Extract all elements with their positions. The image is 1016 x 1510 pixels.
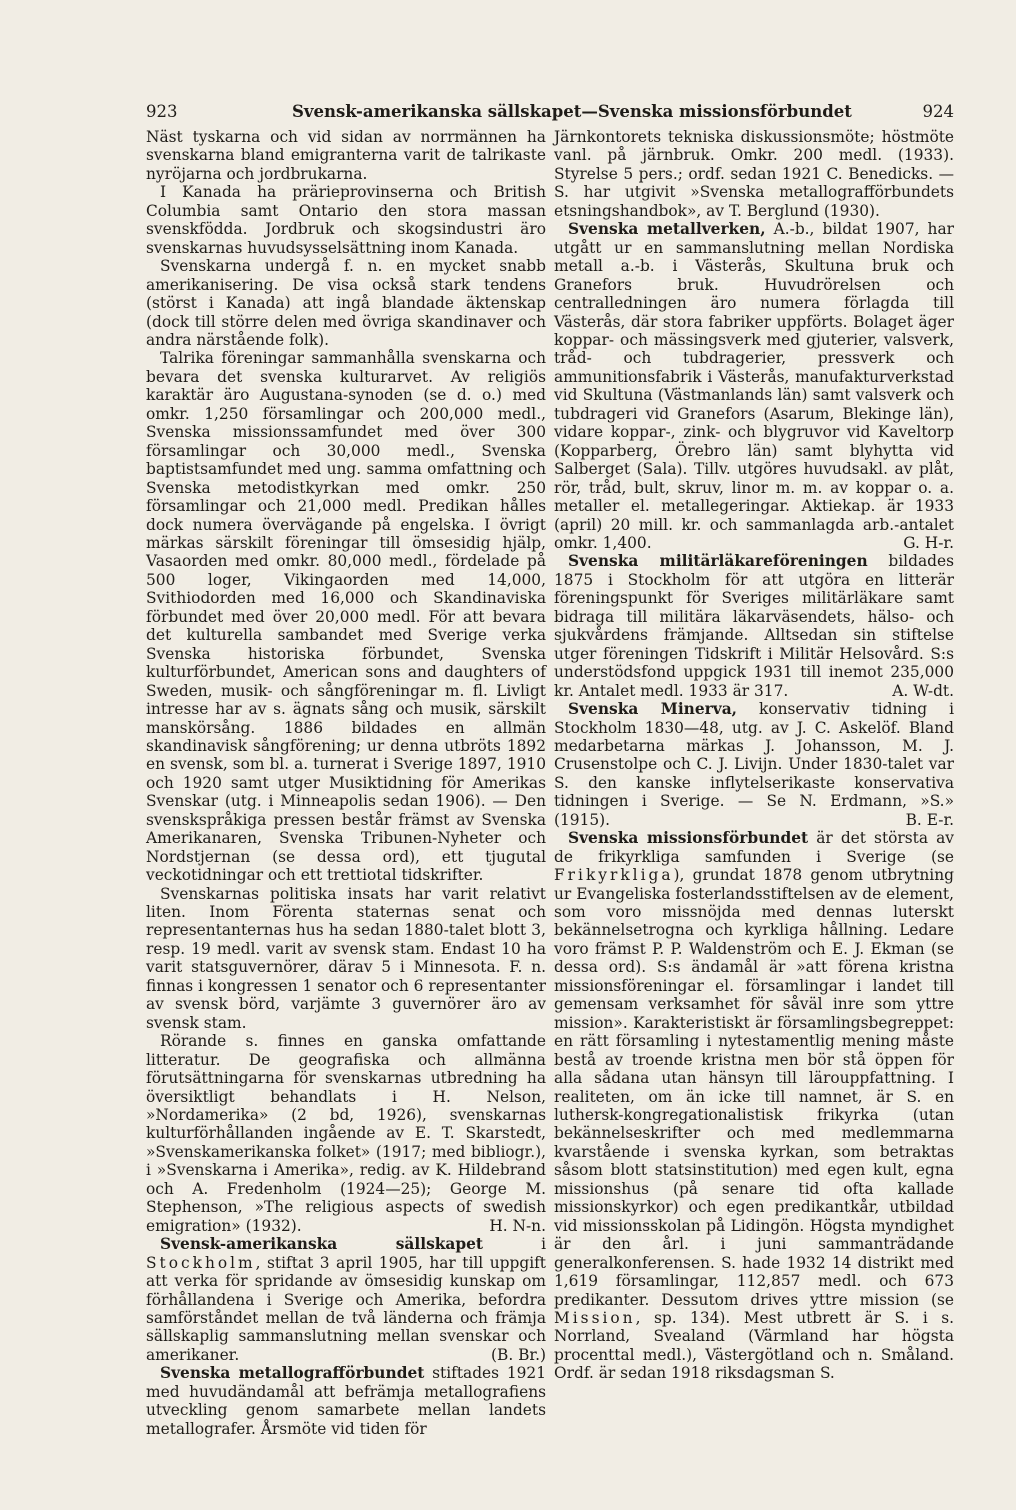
signature: B. E-r. bbox=[905, 810, 954, 829]
litteratur-text: Rörande s. finnes en ganska omfattande litteratur. De geografiska och allmänna förutsättningarna för svenskarnas utbredning ha översiktligt behandlats i H. Nelson, »Nordamerika» (2 bd, 1926), svenskarnas kulturförhållanden ingående av E. T. Skarstedt, »Svenskamerikanska folket» (1917; med bibliogr.), i »Svenskarna i Amerika», redig. av K. Hildebrand och A. Fredenholm (1924—25); George M. Stephenson, »The religious aspects of swedish emigration» (1932). bbox=[146, 1032, 546, 1235]
entry-text: bildades 1875 i Stockholm för att utgöra en litterär föreningspunkt för Sveriges militärläkare samt bidraga till militära läkarväsendets, hälso- och sjukvårdens främjande. Alltsedan sin stiftelse utger föreningen Tidskrift i Militär Helsovård. S:s understödsfond uppgick 1931 till inemot 235,000 kr. Antalet medl. 1933 är 317. bbox=[554, 552, 954, 700]
page-number-right: 924 bbox=[922, 102, 954, 121]
paragraph-litteratur bbox=[146, 1032, 546, 1235]
entry-text: ), grundat 1878 genom utbrytning ur Evangeliska fosterlandsstiftelsen av de element, som voro missnöjda med dennas luterskt bekännelsetrogna och kyrkliga hållning. Ledare voro främst P. P. Waldenström och E. J. Ekman (se dessa ord). S:s ändamål är »att förena kristna missionsföreningar el. församlingar i landet till gemensam verksamhet för såväl inre som yttre mission». Karakteristiskt är församlingsbegreppet: en rätt församling i nytestamentlig mening måste bestå av troende kristna men bör stå öppen för alla sådana utan hänsyn till lärouppfattning. I realiteten, om än icke till namnet, är S. en luthersk-kongregationalistisk frikyrka (utan bekännelseskrifter och med medlemmarna kvarstående i svenska kyrkan, som betraktas såsom blott statsinstitution) med egen kult, egna missionshus (på senare tid ofta kallade missionskyrkor) och egen predikantkår, utbildad vid missionsskolan på Lidingön. Högsta myndighet är den årl. i juni sammanträdande generalkonferensen. S. hade 1932 14 distrikt med 1,619 församlingar, 112,857 medl. och 673 predikanter. Dessutom drives yttre mission (se bbox=[554, 866, 954, 1309]
entry-text: stiftades 1921 med huvudändamål att befrämja metallografiens utveckling genom samarbete mellan landets metallografer. Årsmöte vid tiden för bbox=[146, 1364, 547, 1438]
entry-svensk-amerikanska-sallskapet bbox=[146, 1235, 546, 1364]
entry-heading: Svensk-amerikanska sällskapet bbox=[160, 1235, 484, 1254]
entry-minerva bbox=[554, 700, 954, 829]
column-left bbox=[146, 128, 546, 1438]
entry-text: , sp. 134). Mest utbrett är S. i s. Norrland, Svealand (Värmland har högsta procenttal medl.), Västergötland och n. Småland. Ordf. är sedan 1918 riksdagsman S. bbox=[554, 1309, 954, 1383]
entry-heading: Svenska missionsförbundet bbox=[568, 829, 809, 848]
paragraph-emigrants: Näst tyskarna och vid sidan av norrmännen ha svenskarna bland emigranterna varit de talrikaste nyröjarna och jordbrukarna. bbox=[146, 128, 546, 183]
paragraph-foreningar: Talrika föreningar sammanhålla svenskarna och bevara det svenska kulturarvet. Av religiös karaktär äro Augustana-synoden (se d. o.) med omkr. 1,250 församlingar och 200,000 medl., Svenska missionssamfundet med över 300 församlingar och 30,000 medl., Svenska baptistsamfundet med ung. samma omfattning och Svenska metodistkyrkan med omkr. 250 församlingar och 21,000 medl. Predikan hålles dock numera övervägande på engelska. I övrigt märkas särskilt föreningar till ömsesidig hjälp, Vasaorden med omkr. 80,000 medl., fördelade på 500 loger, Vikingaorden med 14,000, Svithiodorden med 16,000 och Skandinaviska förbundet med över 20,000 medl. För att bevara det kulturella sambandet med Sverige verka Svenska historiska förbundet, Svenska kulturförbundet, American sons and daughters of Sweden, musik- och sångföreningar m. fl. Livligt intresse har av s. ägnats sång och musik, särskilt manskörsång. 1886 bildades en allmän skandinavisk sångförening; ur denna utbröts 1892 en svensk, som bl. a. turnerat i Sverige 1897, 1910 och 1920 samt utger Musiktidning för Amerikas Svenskar (utg. i Minneapolis sedan 1906). — Den svenskspråkiga pressen består främst av Svenska Amerikanaren, Svenska Tribunen-Nyheter och Nordstjernan (se dessa ord), ett tjugutal veckotidningar och ett trettiotal tidskrifter. bbox=[146, 349, 546, 885]
entry-heading: Svenska Minerva, bbox=[568, 700, 738, 719]
entry-metallografforbundet-continued: Järnkontorets tekniska diskussionsmöte; höstmöte vanl. på järnbruk. Omkr. 200 medl. (1933). Styrelse 5 pers.; ordf. sedan 1921 C. Benedicks. — S. har utgivit »Svenska metallografförbundets etsningshandbok», av T. Berglund (1930). bbox=[554, 128, 954, 220]
entry-text: , stiftat 3 april 1905, har till uppgift att verka för spridande av ömsesidig kunskap om förhållandena i Sverige och Amerika, befordra samförståndet mellan de två länderna och främja sällskaplig sammanslutning mellan svenskar och amerikaner. bbox=[146, 1253, 546, 1364]
entry-text: A.-b., bildat 1907, har utgått ur en sammanslutning mellan Nordiska metall a.-b. i Västerås, Skultuna bruk och Granefors bruk. Huvudrörelsen och centralledningen äro numera förlagda till Västerås, där stora fabriker uppförts. Bolaget äger koppar- och mässingsverk med gjuterier, valsverk, tråd- och tubdragerier, pressverk och ammunitionsfabrik i Västerås, manufakturverkstad vid Skultuna (Västmanlands län) samt valsverk och tubdrageri vid Granefors (Asarum, Blekinge län), vidare koppar-, zink- och blygruvor vid Kaveltorp (Kopparberg, Örebro län) samt blyhytta vid Salberget (Sala). Tillv. utgöres huvudsakl. av plåt, rör, tråd, bult, skruv, linor m. m. av koppar o. a. metaller el. metallegeringar. Aktiekap. är 1933 (april) 20 mill. kr. och sammanlagda arb.-antalet omkr. 1,400. bbox=[554, 220, 955, 552]
entry-heading: Svenska metallografförbundet bbox=[160, 1364, 425, 1383]
entry-text: konservativ tidning i Stockholm 1830—48, utg. av J. C. Askelöf. Bland medarbetarna märkas J. Johansson, M. J. Crusenstolpe och C. J. Livijn. Under 1830-talet var S. den kanske inflytelserikaste konservativa tidningen i Sverige. — Se N. Erdmann, »S.» (1915). bbox=[554, 700, 954, 829]
signature: (B. Br.) bbox=[491, 1345, 546, 1364]
signature: G. H-r. bbox=[903, 533, 954, 552]
entry-text: i bbox=[541, 1235, 546, 1254]
entry-missionsforbundet bbox=[554, 829, 954, 1383]
paragraph-kanada: I Kanada ha prärieprovinserna och British Columbia samt Ontario den stora massan svenskfödda. Jordbruk och skogsindustri äro svenskarnas huvudsysselsättning inom Kanada. bbox=[146, 183, 546, 257]
column-right bbox=[554, 128, 954, 1383]
entry-text: är det största av de frikyrkliga samfunden i Sverige (se bbox=[554, 829, 954, 866]
cross-reference: Frikyrkliga bbox=[554, 866, 674, 885]
entry-metallverken bbox=[554, 220, 954, 552]
running-header bbox=[146, 100, 954, 124]
entry-heading: Svenska militärläkareföreningen bbox=[568, 552, 868, 571]
cross-reference: Mission bbox=[554, 1309, 636, 1327]
spaced-place: Stockholm bbox=[146, 1253, 256, 1272]
page-number-left: 923 bbox=[146, 102, 178, 121]
paragraph-amerikanisering: Svenskarna undergå f. n. en mycket snabb amerikanisering. De visa också stark tendens (störst i Kanada) att ingå blandade äktenskap (dock till större delen med övriga skandinaver och andra närstående folk). bbox=[146, 257, 546, 349]
signature: A. W-dt. bbox=[892, 681, 954, 700]
paragraph-politik: Svenskarnas politiska insats har varit relativt liten. Inom Förenta staternas senat och representanternas hus ha sedan 1880-talet blott 3, resp. 19 medl. varit av svensk stam. Endast 10 ha varit statsguvernörer, därav 5 i Minnesota. F. n. finnas i kongressen 1 senator och 6 representanter av svensk börd, varjämte 3 guvernörer äro av svensk stam. bbox=[146, 884, 546, 1032]
entry-militarlakareforeningen bbox=[554, 552, 954, 700]
running-title: Svensk-amerikanska sällskapet—Svenska missionsförbundet bbox=[292, 102, 852, 121]
entry-metallografforbundet bbox=[146, 1364, 546, 1438]
entry-heading: Svenska metallverken, bbox=[568, 220, 766, 239]
signature: H. N-n. bbox=[489, 1216, 546, 1235]
